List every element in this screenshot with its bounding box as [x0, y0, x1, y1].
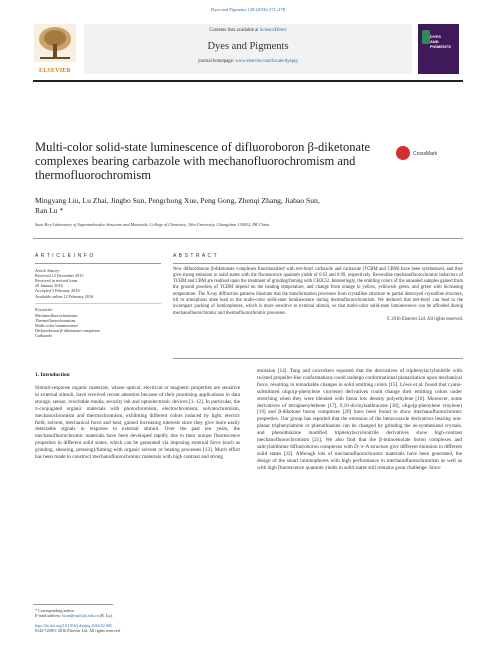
history-item: Received in revised form: [35, 278, 78, 283]
keywords-label: Keywords:: [35, 307, 53, 313]
elsevier-tree-icon: [34, 24, 76, 62]
history-item: Accepted 5 February 2016: [35, 288, 80, 294]
introduction-left-column: Stimuli-response organic materials, whose optical, electrical or magnetic properties are sensitive to external stimuli, have received recent attention because of their promising applications in data storage, sensor, rewritable media, security ink and optoelectronic devices [1–12]. In particular, the π-conjugated organic materials with photochromism, electrochromism, solvatochromism, mechanochromism and thermochromism, exhibiting different colors induced by light, electric field, solvent, mechanical force and heat, gained increasing interests since they give more easily detectable signals in response to external stimuli. Over the past ten years, the mechanofluorochromic materials have been developed rapidly due to their unique fluorescence properties in different solid states, which can be generated via imposing external force (such as grinding, shearing, pressing)/fuming with organic solvent or heating processes [13]. Much effort has been made to construct mechanofluorochromic materials with high contrast and strong: [35, 385, 240, 461]
authors-line-2[interactable]: Ran Lu *: [35, 205, 64, 215]
keyword-item: Thermofluorochromism: [35, 317, 76, 323]
authors-line-1[interactable]: Mingyang Liu, Lu Zhai, Jingbo Sun, Pengchong Xue, Peng Gong, Zhenqi Zhang, Jiabao Sun,: [35, 196, 320, 205]
email-suffix: (R. Lu).: [98, 613, 113, 619]
article-info-heading: A R T I C L E I N F O: [35, 253, 94, 259]
footnote-rule: [33, 604, 113, 605]
abstract-heading: A B S T R A C T: [173, 253, 218, 259]
introduction-right-column: emission [14]. Tang and coworkers reported that the derivatives of triphenylacrylonitrile with twisted propeller-like conformations could undergo conformational planarization upon mechanical force, resulting in remarkable changes in solid emitting colors [15]. Löwe et al. found that cyano-substituted oligo(p-phenylene vinylene) derivatives could change their emitting colors under stretching when they were blended with linear low density polyethylene [16]. Moreover, some derivatives of tetraphenylethene [17], 9,10-divinylanthracene [18], oligo(p-phenylene vinylene) [19] and β-diketone boron complexes [20] have been found to show mechanofluorochromic properties. Our group has reported that the emission of the benzoxazole derivatives bearing non-planar triphenylamine or phenothiazine can be changed by grinding the as-synthesized crystals, and phenothiazine modified triphenylacrylonitrile derivatives show high-contrast mechanofluorochromism [21]. We also find that the β-iminoenolate boron complexes and salicylaldimine difluoroboron complexes with D–π–A structure give different emission in different solid states [22]. Although lots of mechanofluorochromic materials have been generated, the design of the smart luminophores with high performance in mechanofluorochromism as well as with high fluorescence quantum yields in solid states still remains great challenge. Since: [257, 368, 462, 471]
elsevier-logo-text: ELSEVIER: [39, 68, 71, 74]
article-title: Multi-color solid-state luminescence of difluoroboron β-diketonate complexes bearing carbazole with mechanofluorochromism and thermofluorochromism: [35, 140, 371, 183]
journal-homepage-link[interactable]: www.elsevier.com/locate/dyepig: [235, 59, 298, 64]
author-list: [35, 196, 455, 215]
keywords-rule: [35, 303, 161, 304]
author-email-link[interactable]: luran@mail.jlu.edu.cn: [62, 613, 99, 619]
abstract-text: New difluoroboron β-diketonate complexes functionalized with tert-butyl carbazole and carbazole (TCBM and CBM) have been synthesized, and they give strong emission in solid states with the fluorescence quantum yields of 0.63 and 0.99, respectively. Reversible mechanofluorochromic behaviors of TCBM and CBM are realized upon the treatment of grinding/fuming with CH2Cl2. Interestingly, the emitting colors of the annealed samples gained from the ground powders of TCBM depend on the heating temperature, and change from orange to yellow, yellowish green, and green with increasing temperature. The X-ray diffraction patterns illustrate that the transformation processes from crystalline structure to partial destroyed crystalline structure, till to amorphous state lead to the multi-color solid-state luminescence during thermofluorochromism. We deduced that tert-butyl can lead to the incompact packing of luminophores, which is more sensitive to external stimuli, so that multi-color solid-state luminescence can be afforded during mechanofluorochromic and thermofluorochromic processes.: [173, 266, 463, 316]
abstract-rule: [173, 263, 463, 264]
sciencedirect-link[interactable]: ScienceDirect: [259, 28, 287, 33]
introduction-heading: 1. Introduction: [35, 372, 70, 378]
crossmark-label: CrossMark: [413, 151, 438, 157]
crossmark-icon: [396, 146, 410, 160]
email-label: E-mail address:: [35, 613, 63, 619]
history-item: 20 January 2016: [35, 283, 63, 289]
abstract-section: [173, 253, 463, 323]
footnote-block: [35, 608, 235, 633]
crossmark-badge[interactable]: [392, 145, 458, 167]
journal-cover-thumbnail[interactable]: [418, 24, 459, 74]
email-line: [35, 613, 235, 618]
corresponding-author-note: * Corresponding author.: [35, 608, 75, 613]
doi-link[interactable]: http://dx.doi.org/10.1016/j.dyepig.2016.02.005: [35, 622, 112, 628]
homepage-prefix: journal homepage:: [198, 59, 236, 64]
affiliation-divider: [33, 238, 463, 239]
issn-line: 0143-7208/© 2016 Elsevier Ltd. All rights reserved.: [35, 627, 121, 633]
article-info: [35, 253, 161, 339]
keyword-item: Mechanofluorochromism: [35, 312, 78, 318]
keyword-item: Multi-color luminescence: [35, 323, 79, 329]
history-item: Received 12 December 2015: [35, 272, 84, 278]
homepage-line: [84, 59, 412, 64]
abstract-copyright: © 2016 Elsevier Ltd. All rights reserved.: [386, 316, 463, 322]
journal-header: [84, 24, 412, 74]
keyword-item: Difluoroboron β-diketonate complexes: [35, 328, 101, 334]
abstract-bottom-rule: [173, 358, 463, 359]
contents-line: [84, 28, 412, 33]
history-item: Available online 12 February 2016: [35, 293, 94, 299]
cover-title: DYES AND PIGMENTS: [430, 34, 451, 49]
article-info-rule: [35, 263, 161, 264]
elsevier-logo[interactable]: [34, 24, 76, 74]
cover-art: [422, 30, 430, 44]
contents-prefix: Contents lists available at: [209, 28, 260, 33]
journal-reference[interactable]: Dyes and Pigments 128 (2016) 271–278: [210, 7, 286, 12]
history-label: Article history:: [35, 267, 61, 273]
keyword-item: Carbazole: [35, 333, 52, 339]
affiliation: State Key Laboratory of Supramolecular Structure and Materials, College of Chemistry, Jilin University, Changchun 130012, PR China: [35, 222, 270, 227]
journal-title[interactable]: Dyes and Pigments: [207, 41, 289, 52]
header-divider: [33, 80, 463, 82]
